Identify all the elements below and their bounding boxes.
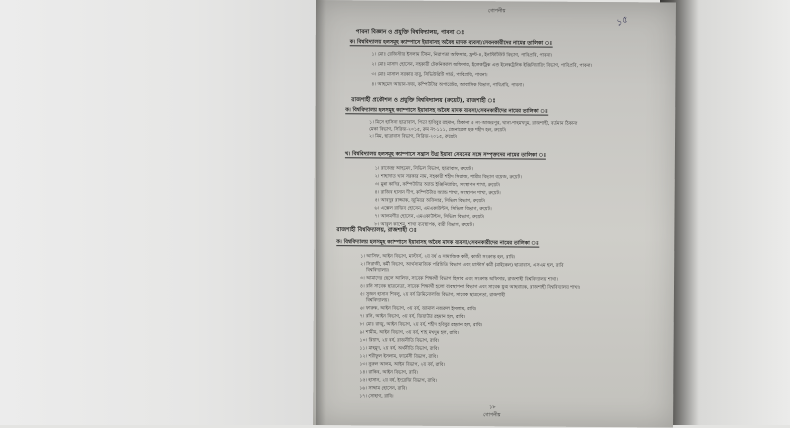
list-item: ৭। আলমগীর হোসেন, এমএকাউন্টস, সিভিল বিভাগ, রুয়েট। [374,214,485,221]
section-heading: রাজশাহী বিশ্ববিদ্যালয়, রাজশাহী ঃ [336,227,417,234]
document-page [313,0,676,428]
section-subheading: ক। বিশ্ববিদ্যালয় হলসমূহ ক্যাম্পাসে ইয়াবাসহ অবৈধ মাদক ব্যবসা/সেবনকারীদের নামের তালিকা ঃ [349,39,553,47]
list-item: ২। মোঃ মাসাদ হোসেন, সহকারী টেকনিক্যাল অফিসার, ইলেকট্রিক এন্ড ইলেকট্রনিক ইঞ্জিনিয়ারিং বিভাগ, পাবিপ্রবি, পাবনা। [371,62,593,69]
list-item: ২। সিরাজী, কর্মী বিভাগ, আর্থসামাজিক পরিচিতি বিভাগ এবং মাস্টার্স কর্মী (মাইকেল) ছাত্রাবাস, এসএম হল, রাবি [360,262,564,269]
corner-handwritten-mark: ১৫ [614,15,630,30]
footer-label: গোপনীয় [483,412,501,419]
list-item: ১৫। হাসান, ২য় বর্ষ, ইংরেজি বিভাগ, রাবি। [359,378,437,384]
list-item: ৪। রাজিব হাসান দীপ, কম্পিউটার অ্যান্ড শাখা, সংস্থাপন শাখা, রুয়েট। [374,190,501,197]
list-item: ৩। আমাদের ছেলে আলিফ, সাবেক শিক্ষার্থী বিভাগ হিসাব এবং সংক্রান্ত অফিসার, রাজশাহী বিশ্ববিদ্যালয় শাখা। [360,276,558,283]
section-subheading: খ। বিশ্ববিদ্যালয় হলসমূহ ক্যাম্পাসে সন্ত্রাস উগ্র ইয়াবা সেবনের সঙ্গে সম্পৃক্তদের নামের তালিকা ঃ [344,151,547,159]
section-subheading: ক। বিশ্ববিদ্যালয় হলসমূহ ক্যাম্পাসে ইয়াবাসহ অবৈধ মাদক ব্যবসা/সেবনকারীদের নামের তালিকা ঃ [345,107,548,115]
list-item: ১৩। নুরুল আলম, আইন বিভাগ, ২য় বর্ষ, রাবি। [359,362,445,368]
list-item: ৪। রনি সাবেক ছাত্রনেতা, সাবেক শিক্ষার্থী হলো ব্যবস্থাপনা বিভাগ এবং সাবেক যুগ্ম আহবায়ক, রাজশাহী বিশ্ববিদ্যালয় শাখা। [359,284,581,291]
list-item: ২। শাহাদাত খান সরকার নাম, সহকারী শহীদ সিরাজ, শামীম বিভাগ বয়েজ, রুয়েট। [374,174,522,181]
list-item: বিশ্ববিদ্যালয়। [365,298,390,304]
top-header: গোপনীয় [487,8,506,15]
background-right [660,0,790,425]
section-subheading: ক। বিশ্ববিদ্যালয় হলসমূহ ক্যাম্পাসে ইয়াবাসহ অবৈধ মাদক ব্যবসা/সেবনকারীদের নামের তালিকা ঃ [336,239,539,247]
list-item: ১১। মাহমুদ, ২য় বর্ষ, অর্থনীতি বিভাগ, রাবি। [359,346,440,352]
list-item: মেকা বিভাগ, সিরিজ-২০১৫, রুম নং-১১১, জেনারেল হক শহীদ হল, রুয়েট। [369,127,507,134]
section-heading: রাজশাহী প্রকৌশল ও প্রযুক্তি বিশ্ববিদ্যালয় (রুয়েট), রাজশাহী ঃ [351,97,496,105]
list-item: ৫। সুজন হাসান শিবলু, ২য় বর্ষ ক্রিমিনোলজি বিভাগ, সাবেক ছাত্রনেতা, রাজশাহী [359,292,506,299]
list-item: ৭। রনি, আইন বিভাগ, ৩য় বর্ষ, জিয়াউর রহমান হল, রাবি। [359,314,466,321]
list-item: ৫। আবদুর রাজ্জাক, জুনিয়র অফিসার, সিভিল বিভাগ, রুয়েট। [374,198,486,205]
list-item: ৬। ফারুক, আইন বিভাগ, ৩য় বর্ষ, জামাল নজরুল ইসলাম, রাবি। [359,306,477,313]
list-item: ১৭। সোহাগ, রাবি। [359,394,394,400]
list-item: ১। আসিফ, আইন বিভাগ, মাস্টার্স, ২য় বর্ষ ও সামাজিক কর্মী, কাজী সংক্রান্ত হল, রাবি। [360,254,516,261]
list-item: ১০। রিয়াদ, ২য় বর্ষ, রাজনীতি বিভাগ, রাবি। [359,338,440,344]
footer-page-number: ১৮ [489,404,496,411]
list-item: ৬। এক্সেল রাজিব হোসেন, এমএকাউন্টস, সিভিল বিভাগ, রুয়েট। [374,206,492,213]
list-item: ৮। আবুল কাশেম, শাখা ব্যবস্থাপক, বারী বিভাগ, রুয়েট। [374,222,474,229]
list-item: ১। রাজেন্দ্র আহমেদ, সিভিল বিভাগ, ছাত্রাবাস, রুয়েট। [374,166,473,173]
list-item: ৮। মোঃ রাজু, আইন বিভাগ, ২য় বর্ষ, শহীদ হবিবুর রহমান হল, রাবি। [359,322,483,329]
list-item: ১২। শরীফুল ইসলাম, ফার্মেসী বিভাগ, রাবি। [359,354,438,360]
list-item: ১। মিসে হাসিনা ছাত্রাবাস, পিতা হাবিবুর রহমান, ঠিকানা ৫ নং-আজরপুর, থানা-শাহমখদুম, রাজশাহী, বর্তমান ঠিকানা [369,120,578,127]
list-item: ৪। আহমেদ আয়ান-ফজ, কম্পিউটার অপারেটর, আবাসিক বিভাগ, পাবিপ্রবি, পাবনা। [371,82,524,89]
list-item: ২। মিম, ছাত্রাবাস বিভাগ, সিরিজ-২০১৫, রুয়েট। [369,134,458,140]
list-item: ১৪। রাকিব, আইন বিভাগ, রাবি। [359,370,419,376]
list-item: ১। মোঃ রেজিস্টার ইসলাম টিকন, নিরাপত্তা অফিসার, ফ্রন্ট-৪, ইনস্টিটিউট বিভাগ, পাবিপ্রবি, পাবনা। [371,52,553,59]
list-item: ৩। মুন্না কাদির, কম্পিউটার অ্যান্ড ইঞ্জিনিয়ারিং, সংস্থাপন শাখা, রুয়েট। [374,182,501,189]
list-item: ১৬। সাদ্দাম হোসেন, রাবি। [359,386,408,392]
list-item: বিশ্ববিদ্যালয়। [366,268,390,274]
list-item: ৩। মোঃ মাসাল সরকার বাবু, সিভিউরিটি গার্ড, পাবিপ্রবি, পাবনা। [371,72,488,79]
page-edge-shadow [316,0,326,425]
background-left [0,0,318,425]
section-heading: পাবনা বিজ্ঞান ও প্রযুক্তি বিশ্ববিদ্যালয়, পাবনা ঃ [355,29,465,37]
list-item: ৯। শামীম, আইন বিভাগ, ৩য় বর্ষ, শাহ মখদুম হল, রাবি। [359,330,459,337]
